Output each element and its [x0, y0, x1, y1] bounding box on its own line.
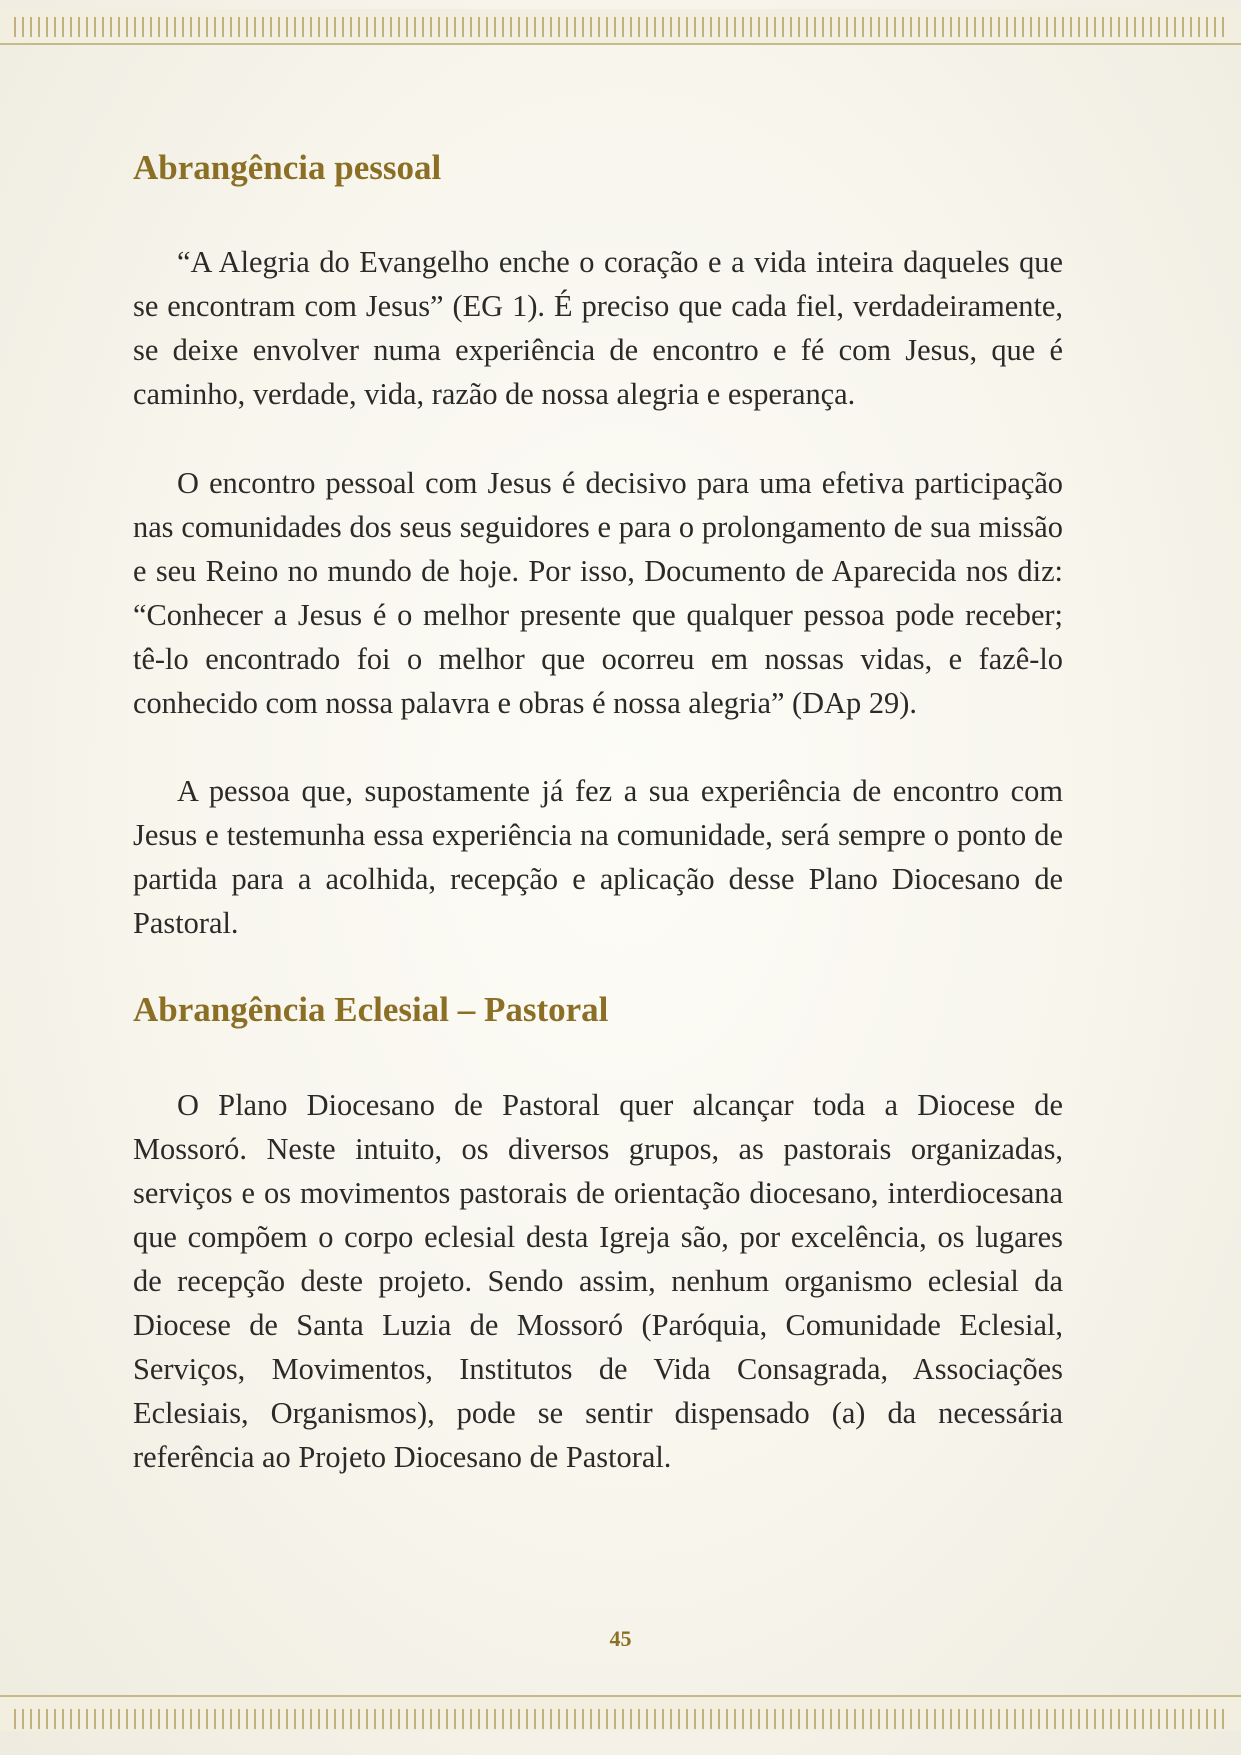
section-heading-personal: Abrangência pessoal	[133, 148, 442, 187]
paragraph-starting-point: A pessoa que, supostamente já fez a sua experiência de encontro com Jesus e testemunha essa experiência na comunidade, será sempre o ponto de partida para a acolhida, recepção e aplicação desse Plano Diocesano de Pastoral.	[133, 774, 1063, 940]
section-heading-ecclesial: Abrangência Eclesial – Pastoral	[133, 990, 609, 1029]
top-border-tick-pattern	[14, 17, 1227, 37]
paragraph-personal-encounter: O encontro pessoal com Jesus é decisivo para uma efetiva participação nas comunidades dos seus seguidores e para o prolongamento de sua missão e seu Reino no mundo de hoje. Por isso, Documento de Aparecida nos diz: “Conhecer a Jesus é o melhor presente que qualquer pessoa pode receber; tê-lo encontrado foi o melhor que ocorreu em nossas vidas, e fazê-lo conhecido com nossa palavra e obras é nossa alegria” (DAp 29).	[133, 466, 1063, 720]
page-number: 45	[609, 1626, 632, 1651]
bottom-border-tick-pattern	[14, 1709, 1227, 1729]
paragraph-gospel-joy: “A Alegria do Evangelho enche o coração e a vida inteira daqueles que se encontram com Jesus” (EG 1). É preciso que cada fiel, verdadeiramente, se deixe envolver numa experiência de encontro e fé com Jesus, que é caminho, verdade, vida, razão de nossa alegria e esperança.	[133, 245, 1063, 411]
top-decorative-border	[0, 9, 1241, 45]
bottom-decorative-border	[0, 1695, 1241, 1731]
paragraph-diocesan-plan: O Plano Diocesano de Pastoral quer alcançar toda a Diocese de Mossoró. Neste intuito, os diversos grupos, as pastorais organizadas, serviços e os movimentos pastorais de orientação diocesano, interdiocesana que compõem o corpo eclesial desta Igreja são, por excelência, os lugares de recepção deste projeto. Sendo assim, nenhum organismo eclesial da Diocese de Santa Luzia de Mossoró (Paróquia, Comunidade Eclesial, Serviços, Movimentos, Institutos de Vida Consagrada, Associações Eclesiais, Organismos), pode se sentir dispensado (a) da necessária referência ao Projeto Diocesano de Pastoral.	[133, 1088, 1063, 1474]
